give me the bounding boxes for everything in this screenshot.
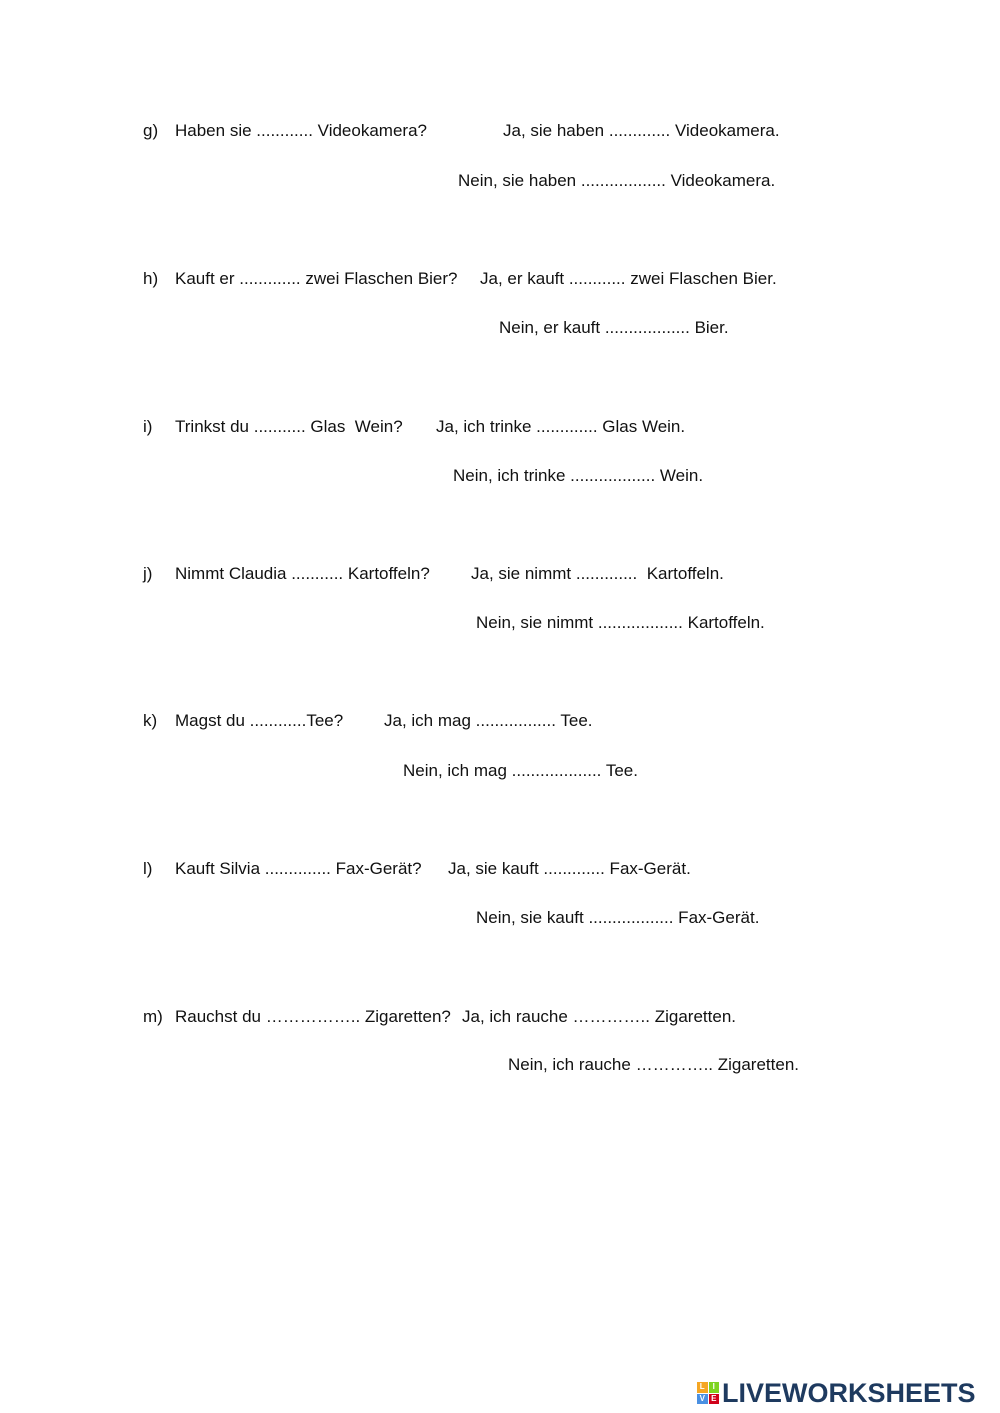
liveworksheets-logo — [697, 1377, 976, 1408]
item-question: Magst du ............Tee? — [175, 711, 344, 730]
item-answer-no: Nein, ich trinke .................. Wein. — [453, 466, 704, 485]
item-question: Nimmt Claudia ........... Kartoffeln? — [175, 564, 430, 583]
item-answer-no: Nein, ich rauche ………….. Zigaretten. — [508, 1055, 800, 1074]
item-answer-no: Nein, sie nimmt .................. Kartoffeln. — [476, 613, 765, 632]
logo-mark-cell: L — [697, 1382, 708, 1393]
item-answer-yes: Ja, sie nimmt ............. Kartoffeln. — [471, 564, 724, 583]
item-label: g) — [143, 121, 159, 140]
item-answer-yes: Ja, er kauft ............ zwei Flaschen Bier. — [480, 269, 777, 288]
item-answer-yes: Ja, ich trinke ............. Glas Wein. — [436, 417, 686, 436]
item-question: Haben sie ............ Videokamera? — [175, 121, 427, 140]
liveworksheets-logo-icon — [697, 1382, 719, 1404]
item-answer-no: Nein, ich mag ................... Tee. — [403, 761, 638, 780]
item-label: h) — [143, 269, 159, 288]
item-answer-yes: Ja, sie kauft ............. Fax-Gerät. — [448, 859, 691, 878]
item-question: Kauft er ............. zwei Flaschen Bier? — [175, 269, 458, 288]
item-label: m) — [143, 1007, 163, 1026]
item-answer-no: Nein, sie kauft .................. Fax-Gerät. — [476, 908, 760, 927]
item-question: Kauft Silvia .............. Fax-Gerät? — [175, 859, 422, 878]
item-answer-yes: Ja, sie haben ............. Videokamera. — [503, 121, 780, 140]
item-label: k) — [143, 711, 158, 730]
logo-mark-cell: V — [697, 1394, 708, 1405]
item-answer-yes: Ja, ich rauche ………….. Zigaretten. — [462, 1007, 736, 1026]
logo-mark-cell: I — [709, 1382, 720, 1393]
item-label: j) — [143, 564, 153, 583]
item-label: l) — [143, 859, 153, 878]
item-question: Rauchst du …………….. Zigaretten? — [175, 1007, 451, 1026]
logo-mark-cell: E — [709, 1394, 720, 1405]
item-answer-no: Nein, sie haben .................. Videokamera. — [458, 171, 776, 190]
item-question: Trinkst du ........... Glas Wein? — [175, 417, 403, 436]
item-answer-no: Nein, er kauft .................. Bier. — [499, 318, 729, 337]
item-label: i) — [143, 417, 153, 436]
item-answer-yes: Ja, ich mag ................. Tee. — [384, 711, 593, 730]
logo-text: LIVEWORKSHEETS — [722, 1377, 976, 1408]
